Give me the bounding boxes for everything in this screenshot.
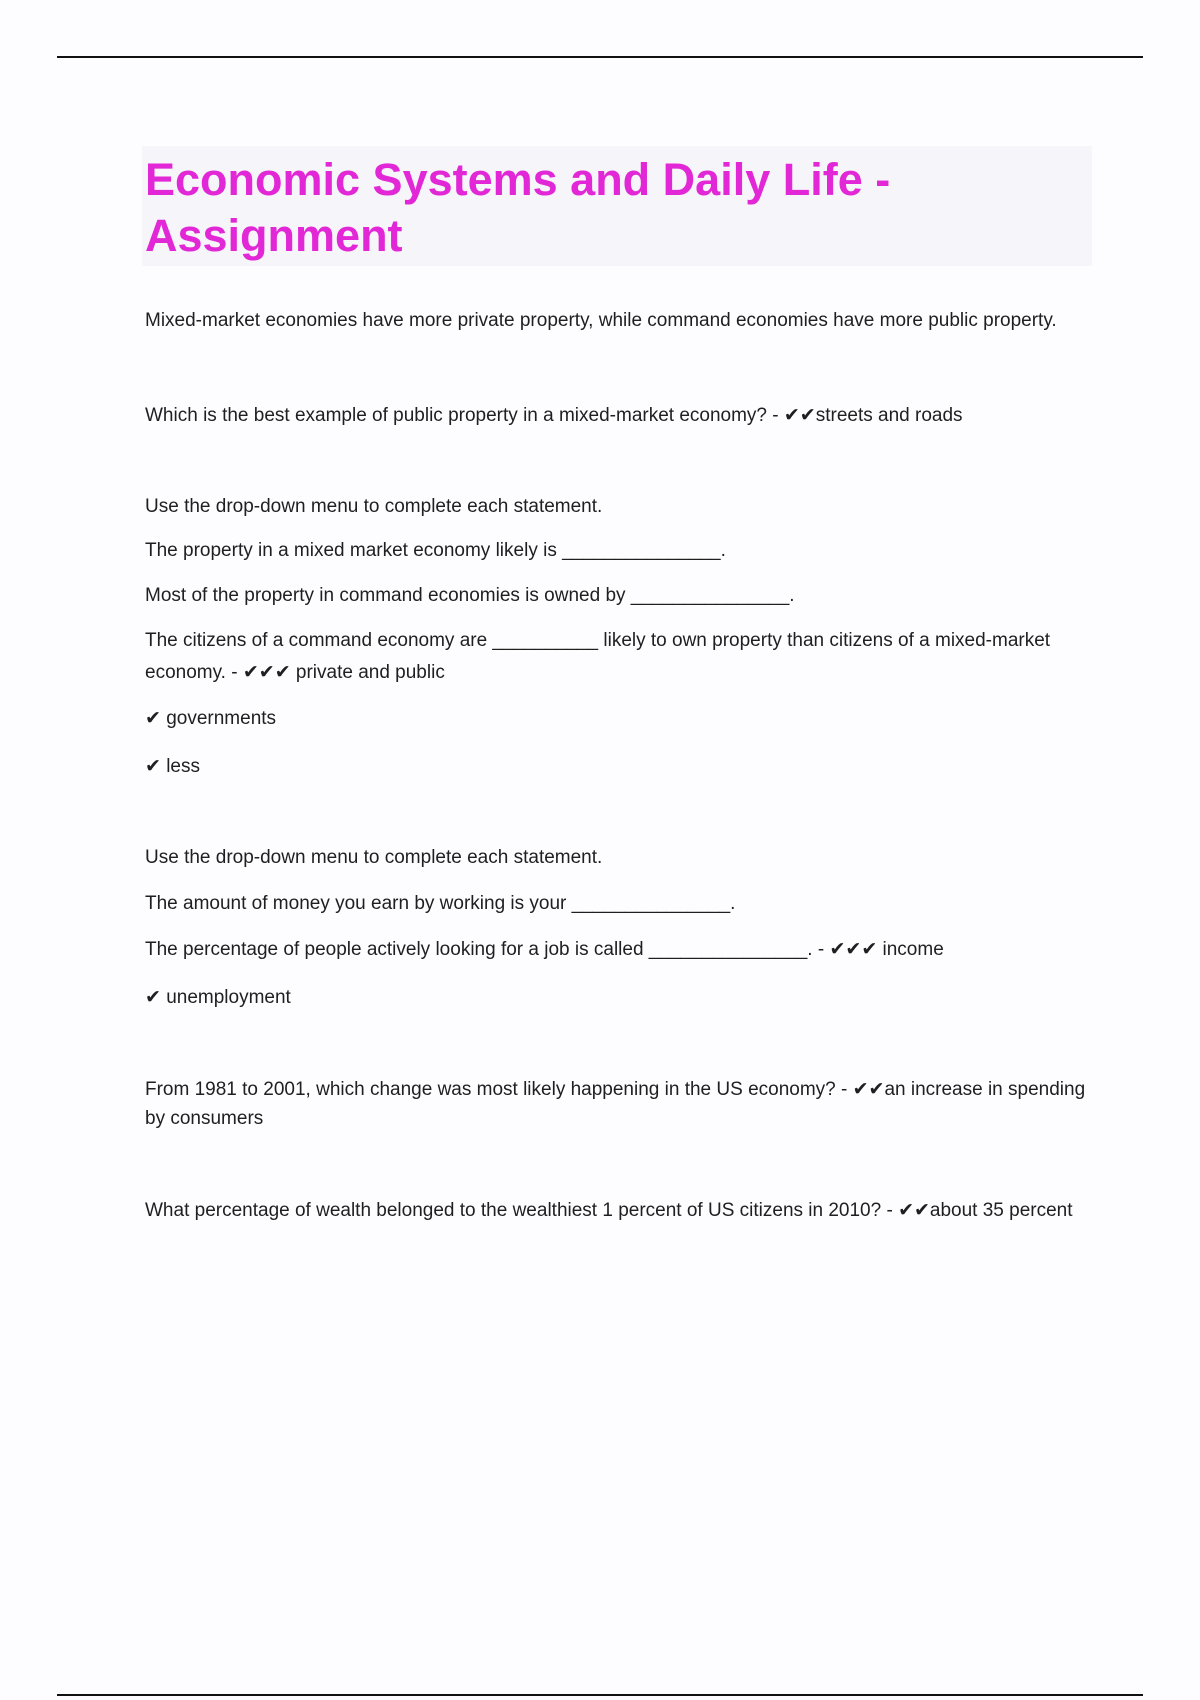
statement-line: The property in a mixed market economy likely is _______________. bbox=[145, 540, 726, 561]
statement-line: Most of the property in command economies is owned by _______________. bbox=[145, 585, 795, 606]
question-block-income bbox=[145, 843, 1093, 1012]
document-body bbox=[145, 146, 1093, 1225]
title-banner bbox=[142, 146, 1092, 266]
question-block-property bbox=[145, 492, 1093, 781]
question-public-property: Which is the best example of public property in a mixed-market economy? - ✔✔streets and roads bbox=[145, 405, 963, 426]
instruction-text: Use the drop-down menu to complete each statement. bbox=[145, 847, 603, 868]
top-divider bbox=[57, 56, 1143, 58]
page-title: Economic Systems and Daily Life - Assignment bbox=[145, 154, 891, 261]
statement-line: The citizens of a command economy are __________ likely to own property than citizens of a mixed-market economy. - ✔✔✔ private and public bbox=[145, 630, 1051, 683]
answer-line: ✔ unemployment bbox=[145, 987, 291, 1008]
intro-paragraph: Mixed-market economies have more private property, while command economies have more public property. bbox=[145, 310, 1057, 331]
statement-line: The percentage of people actively looking for a job is called _______________. - ✔✔✔ income bbox=[145, 939, 944, 960]
question-us-economy: From 1981 to 2001, which change was most likely happening in the US economy? - ✔✔an increase in spending by consumers bbox=[145, 1079, 1086, 1129]
instruction-text: Use the drop-down menu to complete each statement. bbox=[145, 496, 603, 517]
question-wealth: What percentage of wealth belonged to the wealthiest 1 percent of US citizens in 2010? - ✔✔about 35 percent bbox=[145, 1200, 1073, 1221]
answer-line: ✔ governments bbox=[145, 708, 277, 729]
answer-line: ✔ less bbox=[145, 756, 200, 777]
bottom-divider bbox=[57, 1694, 1143, 1696]
statement-line: The amount of money you earn by working is your _______________. bbox=[145, 893, 736, 914]
